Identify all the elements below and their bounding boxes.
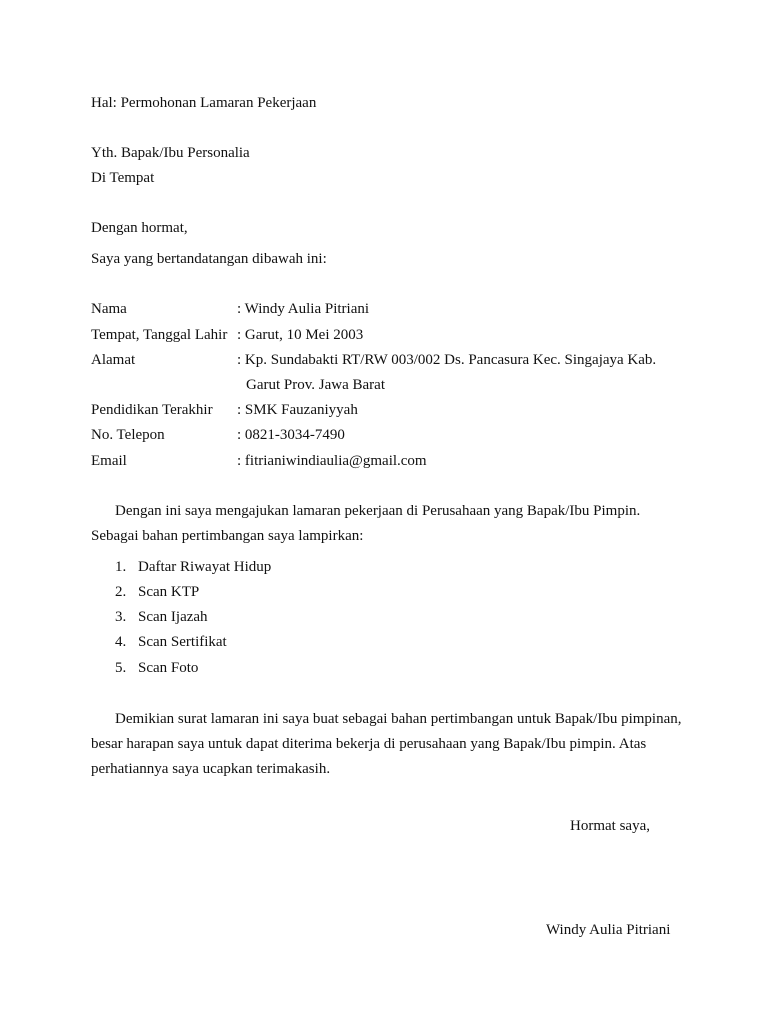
body-paragraph-line-1: Dengan ini saya mengajukan lamaran pekerjaan di Perusahaan yang Bapak/Ibu Pimpin. — [115, 503, 641, 519]
list-item: Scan KTP — [138, 584, 200, 600]
list-item: Daftar Riwayat Hidup — [138, 559, 272, 575]
list-item: Scan Sertifikat — [138, 634, 227, 650]
body-paragraph-line-2: Sebagai bahan pertimbangan saya lampirkan: — [91, 528, 364, 544]
field-value-address-cont: Garut Prov. Jawa Barat — [246, 377, 385, 393]
field-label-email: Email — [91, 453, 127, 469]
field-value-birth: : Garut, 10 Mei 2003 — [237, 327, 364, 343]
field-value-email: : fitrianiwindiaulia@gmail.com — [237, 453, 427, 469]
closing-paragraph-line-3: perhatiannya saya ucapkan terimakasih. — [91, 761, 331, 777]
list-item: Scan Foto — [138, 660, 199, 676]
letter-greeting: Dengan hormat, — [91, 220, 188, 236]
signoff: Hormat saya, — [570, 818, 650, 834]
field-value-phone: : 0821-3034-7490 — [237, 427, 345, 443]
field-label-address: Alamat — [91, 352, 136, 368]
list-item-number: 3. — [115, 609, 127, 625]
letter-subject: Hal: Permohonan Lamaran Pekerjaan — [91, 95, 317, 111]
letter-intro: Saya yang bertandatangan dibawah ini: — [91, 251, 327, 267]
letter-recipient: Yth. Bapak/Ibu Personalia — [91, 145, 250, 161]
list-item-number: 4. — [115, 634, 127, 650]
field-value-name: : Windy Aulia Pitriani — [237, 301, 370, 317]
closing-paragraph-line-1: Demikian surat lamaran ini saya buat sebagai bahan pertimbangan untuk Bapak/Ibu pimpinan, — [115, 711, 682, 727]
field-label-birth: Tempat, Tanggal Lahir — [91, 327, 228, 343]
field-label-name: Nama — [91, 301, 127, 317]
field-label-phone: No. Telepon — [91, 427, 165, 443]
field-value-education: : SMK Fauzaniyyah — [237, 402, 358, 418]
closing-paragraph-line-2: besar harapan saya untuk dapat diterima bekerja di perusahaan yang Bapak/Ibu pimpin. Atas — [91, 736, 647, 752]
field-value-address: : Kp. Sundabakti RT/RW 003/002 Ds. Pancasura Kec. Singajaya Kab. — [237, 352, 657, 368]
letter-place: Di Tempat — [91, 170, 155, 186]
signature-name: Windy Aulia Pitriani — [546, 922, 671, 938]
list-item-number: 1. — [115, 559, 127, 575]
list-item: Scan Ijazah — [138, 609, 208, 625]
list-item-number: 2. — [115, 584, 127, 600]
field-label-education: Pendidikan Terakhir — [91, 402, 213, 418]
list-item-number: 5. — [115, 660, 127, 676]
